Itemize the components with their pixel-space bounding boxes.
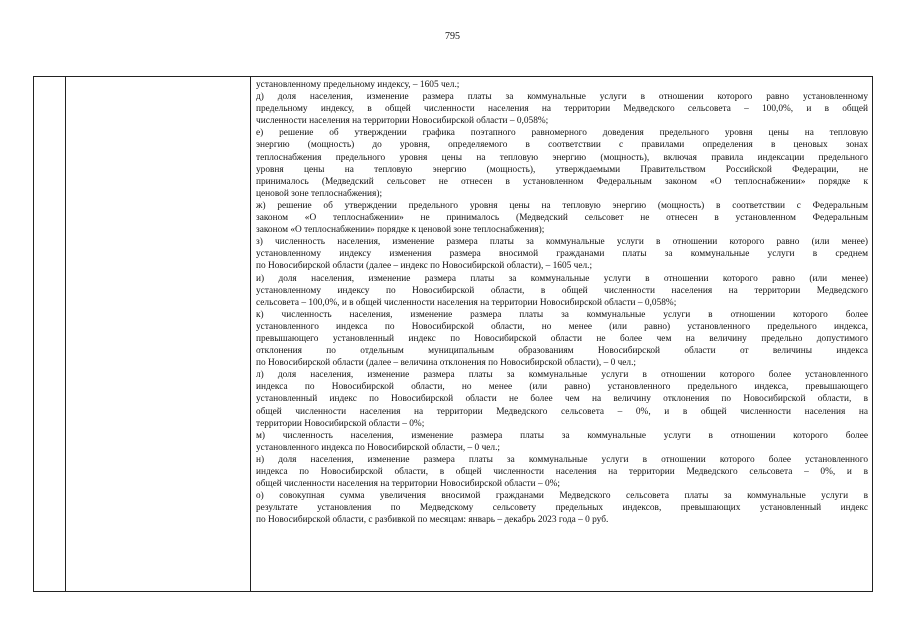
text-line: предельному индексу, в общей численности населения на территории Медведского сельсовета – 100,0%, и в общей [256,104,868,115]
paragraph [256,79,868,91]
paragraph [256,236,868,272]
paragraph [256,91,868,127]
page-number: 795 [445,31,460,42]
text-line: ж) решение об утверждении предельного уровня цены на тепловую энергию (мощность) в соответствии с Федеральным [256,200,868,211]
paragraph [256,127,868,200]
text-line: д) доля населения, изменение размера платы за коммунальные услуги в отношении которого равно установленному [256,92,868,103]
text-line: по Новосибирской области (далее – величина отклонения по Новосибирской области), – 0 чел.; [256,358,637,369]
text-line: установленному предельному индексу, – 1605 чел.; [256,80,460,90]
text-line: законом «О теплоснабжении» порядке к ценовой зоне теплоснабжения); [256,225,545,236]
text-line: численности населения на территории Новосибирской области – 0,058%; [256,116,549,127]
text-line: установленному индексу по Новосибирской области, в общей численности населения на территории Медведского [256,285,868,296]
column-divider-2 [250,77,251,591]
text-line: м) численность населения, изменение размера платы за коммунальные услуги в отношении которого более [256,430,868,441]
text-line: о) совокупная сумма увеличения вносимой гражданами Медведского сельсовета платы за коммунальные услуги в [256,491,868,502]
text-line: сельсовета – 100,0%, и в общей численности населения на территории Новосибирской области – 0,058%; [256,297,677,308]
text-line: по Новосибирской области (далее – индекс по Новосибирской области), – 1605 чел.; [256,261,593,272]
paragraph [256,309,868,369]
text-line: законом «О теплоснабжении» не принималось (Медведский сельсовет не отнесен в установленном Федеральным [256,213,868,224]
text-line: установленного индекса по Новосибирской области, но менее (или равно) установленного предельного индекса, [256,321,868,332]
paragraph [256,273,868,309]
paragraph [256,454,868,490]
column-divider-1 [65,77,66,591]
text-line: индекса по Новосибирской области, в общей численности населения на территории Медведского сельсовета – 0%, и в [256,467,868,477]
paragraph [256,200,868,236]
text-line: индекса по Новосибирской области, но менее (или равно) установленного предельного индекса, превышающего [256,382,868,393]
text-line: теплоснабжения предельного уровня цены на тепловую энергию (мощность), включая правила индексации предельного [256,152,868,163]
paragraph [256,430,868,454]
text-line: территории Новосибирской области – 0%; [256,418,425,429]
text-line: по Новосибирской области, с разбивкой по месяцам: январь – декабрь 2023 года – 0 руб. [256,515,609,526]
text-line: энергию (мощность) до уровня, определяемого в соответствии с правилами определения в ценовых зонах [256,140,868,151]
text-line: и) доля населения, изменение размера платы за коммунальные услуги в отношении которого равно (или менее) [256,273,868,284]
text-line: к) численность населения, изменение размера платы за коммунальные услуги в отношении которого более [256,309,868,320]
document-table [33,76,873,592]
text-line: общей численности населения на территории Новосибирской области – 0%; [256,479,561,490]
text-line: е) решение об утверждении графика поэтапного равномерного доведения предельного уровня цены на тепловую [256,128,868,139]
paragraph [256,369,868,429]
text-line: ценовой зоне теплоснабжения); [256,188,383,199]
text-line: уровня цены на тепловую энергию (мощность), утверждаемыми Правительством Российской Федерации, не [256,164,868,175]
text-line: н) доля населения, изменение размера платы за коммунальные услуги в отношении которого более установленного [256,454,868,465]
text-line: результате установления по Медведскому сельсовету предельных индексов, превышающих установленный индекс [256,503,868,514]
table-text-cell [256,79,868,526]
paragraph [256,490,868,526]
text-line: установленного индекса по Новосибирской области, – 0 чел.; [256,442,501,453]
text-line: установленный индекс по Новосибирской области не более чем на величину отклонения по Новосибирской области, в [256,394,868,405]
text-line: принималось (Медведский сельсовет не отнесен в установленном Федеральным законом «О теплоснабжении» порядке к [256,176,868,187]
text-line: установленному индексу изменения размера вносимой гражданами платы за коммунальные услуги в среднем [256,249,868,260]
text-line: отклонения по отдельным муниципальным образованиям Новосибирской области от величины индекса [256,346,868,357]
text-line: з) численность населения, изменение размера платы за коммунальные услуги в отношении которого равно (или менее) [256,237,868,248]
text-line: превышающего установленный индекс по Новосибирской области не более чем на величину предельно допустимого [256,333,868,344]
text-line: л) доля населения, изменение размера платы за коммунальные услуги в отношении которого более установленного [256,370,868,381]
text-line: общей численности населения на территории Медведского сельсовета – 0%, и в общей численности населения на [256,406,868,417]
